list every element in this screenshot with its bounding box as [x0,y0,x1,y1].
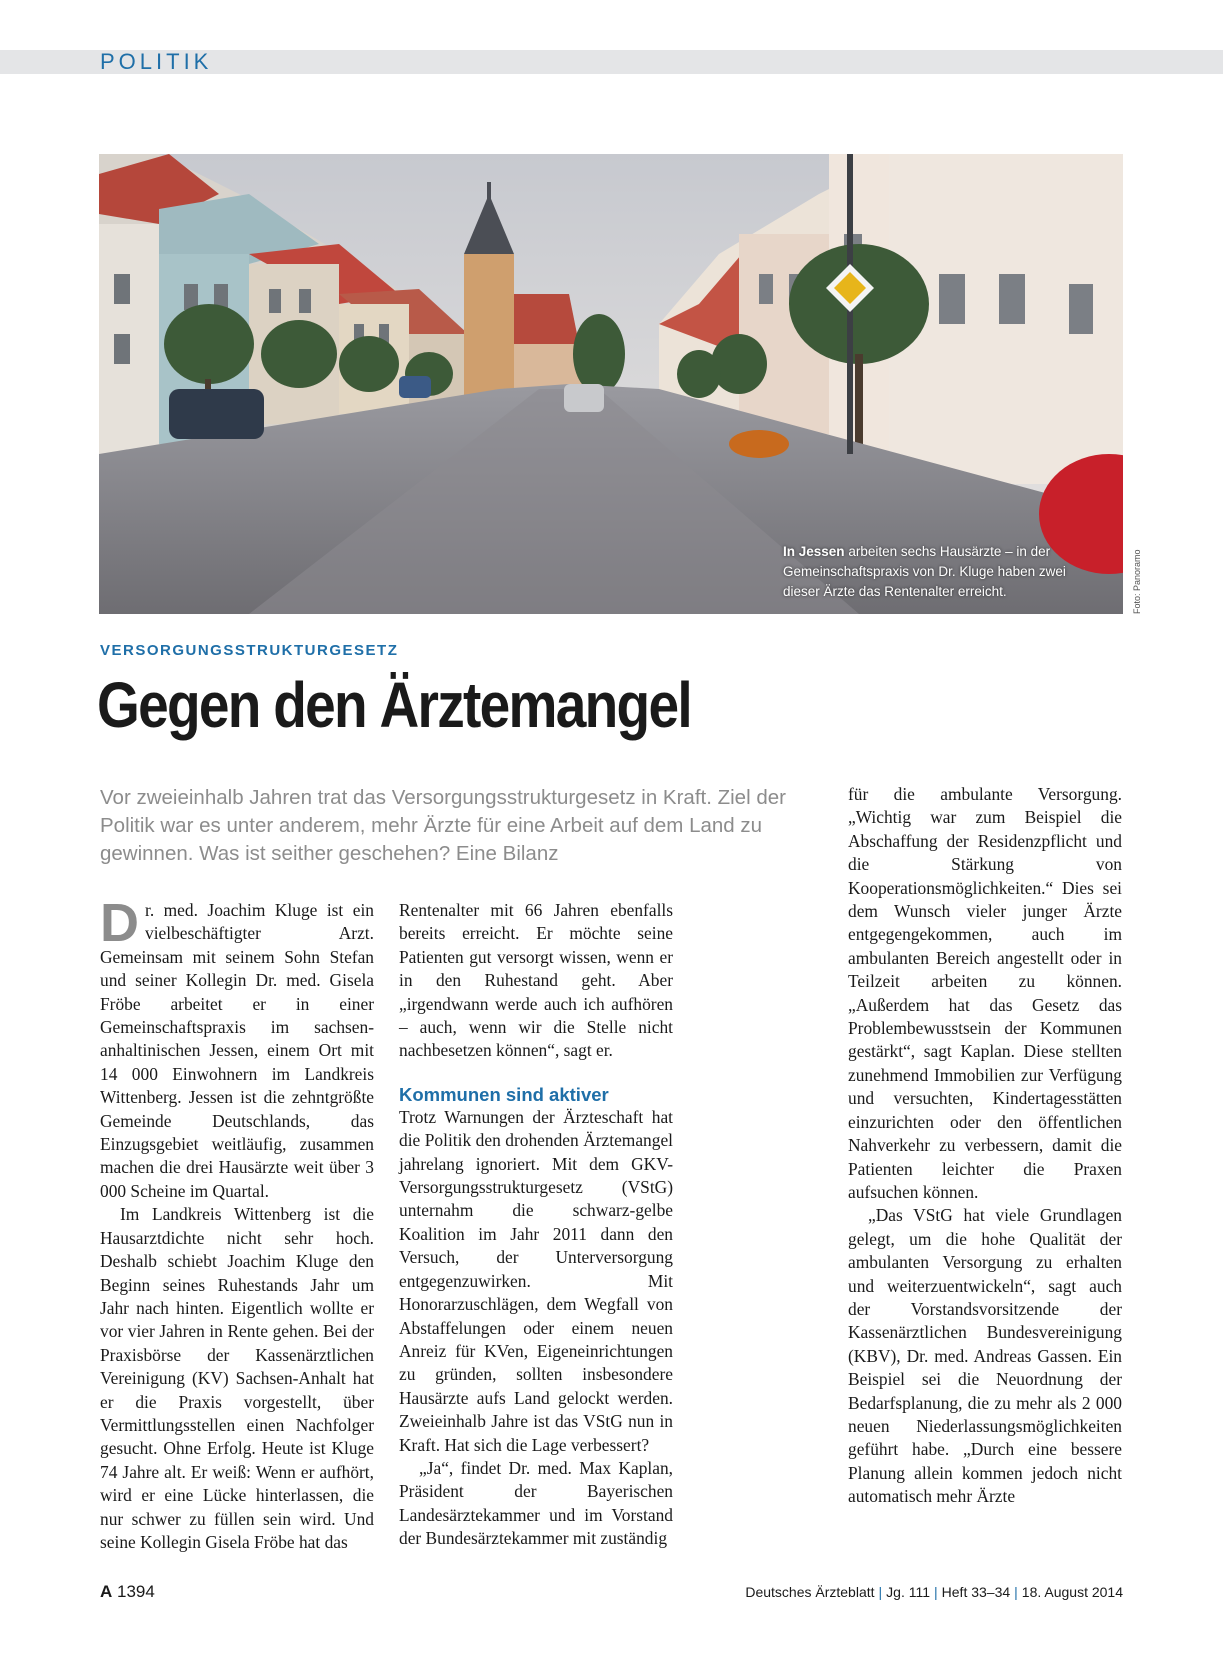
paragraph-3: Trotz Warnungen der Ärzteschaft hat die Politik den drohenden Ärztemangel jahrelang ignoriert. Mit dem GKV-Versorgungsstrukturgesetz (VStG) unternahm die schwarz-gelbe Koalition im Jahr 2011 dann den Versuch, der Unterversorgung entgegenzuwirken. Mit Honorarzuschlägen, dem Wegfall von Abstaffelungen oder einem neuen Anreiz für KVen, Eigeneinrichtungen zu gründen, sollten insbesondere Hausärzte aufs Land gelockt werden. Zweieinhalb Jahre ist das VStG nun in Kraft. Hat sich die Lage verbessert? [399,1106,673,1455]
issue-date: 18. August 2014 [1021,1584,1123,1600]
section-label: POLITIK [100,49,213,74]
issue: Heft 33–34 [941,1584,1011,1600]
page-number: A 1394 [100,1582,155,1601]
paragraph-2-continued: Rentenalter mit 66 Jahren ebenfalls bereits erreicht. Er möchte seine Patienten gut versorgt wissen, wenn er in den Ruhestand geht. Aber „irgendwann werde auch ich aufhören – auch, wenn wir die Stelle nicht nachbesetzen können“, sagt er. [399,900,673,1061]
photo-credit: Foto: Panoramo [1132,549,1142,614]
body-column-3 [848,783,1122,1509]
street-photo [99,154,1123,614]
paragraph-4: „Ja“, findet Dr. med. Max Kaplan, Präsident der Bayerischen Landesärztekammer und im Vorstand der Bundesärztekammer mit zuständig [399,1457,673,1549]
paragraph-4-continued: für die ambulante Versorgung. „Wichtig war zum Beispiel die Abschaffung der Residenzpflicht und die Stärkung von Kooperationsmöglichkeiten.“ Dies sei dem Wunsch vieler junger Ärzte entgegengekommen, auch im ambulanten Bereich angestellt oder in Teilzeit arbeiten zu können. „Außerdem hat das Gesetz das Problembewusstsein der Kommunen gestärkt“, sagt Kaplan. Diese stellten zunehmend Immobilien zur Verfügung und versuchten, Kindertagesstätten einzurichten oder den öffentlichen Nahverkehr zu verbessern, damit die Patienten leichter die Praxen aufsuchen können. [848,784,1122,1202]
paragraph-5: „Das VStG hat viele Grundlagen gelegt, um die hohe Qualität der ambulanten Versorgung zu erhalten und weiterzuentwickeln“, sagt auch der Vorstandsvorsitzende der Kassenärztlichen Bundesvereinigung (KBV), Dr. med. Andreas Gassen. Ein Beispiel sei die Neuordnung der Bedarfsplanung, die zu mehr als 2 000 neuen Niederlassungsmöglichkeiten geführt habe. „Durch eine bessere Planung allein kommen jedoch nicht automatisch mehr Ärzte [848,1205,1122,1507]
photo-caption [783,542,1083,602]
journal-name: Deutsches Ärzteblatt [745,1584,875,1600]
article-headline: Gegen den Ärztemangel [97,669,691,741]
drop-cap: D [100,893,139,953]
volume: Jg. 111 [886,1584,931,1600]
paragraph-2: Im Landkreis Wittenberg ist die Hausarztdichte nicht sehr hoch. Deshalb schiebt Joachim Kluge den Beginn seines Ruhestands Jahr um Jahr nach hinten. Eigentlich wollte er vor vier Jahren in Rente gehen. Bei der Praxisbörse der Kassenärztlichen Vereinigung (KV) Sachsen-Anhalt hat er die Praxis vorgestellt, über Vermittlungsstellen einen Nachfolger gesucht. Ohne Erfolg. Heute ist Kluge 74 Jahre alt. Er weiß: Wenn er aufhört, wird er eine Lücke hinterlassen, die nur schwer zu füllen sein wird. Und seine Kollegin Gisela Fröbe hat das [100,1204,374,1552]
subheading: Kommunen sind aktiver [399,1083,609,1105]
publication-footer: Deutsches Ärzteblatt | Jg. 111 | Heft 33–34 | 18. August 2014 [745,1584,1123,1600]
caption-text: arbeiten sechs Hausärzte – in der Gemeinschaftspraxis von Dr. Kluge haben zwei dieser Ärzte das Rentenalter erreicht. [783,544,1066,599]
body-column-1 [100,893,374,1554]
body-column-2 [399,899,673,1551]
caption-location: In Jessen [783,544,845,559]
paragraph-1: Dr. med. Joachim Kluge ist ein vielbeschäftigter Arzt. Gemeinsam mit seinem Sohn Stefan und seiner Kollegin Dr. med. Gisela Fröbe arbeitet er in einer Gemeinschaftspraxis im sachsen-anhaltinischen Jessen, einem Ort mit 14 000 Einwohnern im Landkreis Wittenberg. Jessen ist die zehntgrößte Gemeinde Deutschlands, das Einzugsgebiet weitläufig, zusammen machen die drei Hausärzte weit über 3 000 Scheine im Quartal. [100,893,374,1201]
article-kicker: VERSORGUNGSSTRUKTURGESETZ [100,642,399,659]
article-lead: Vor zweieinhalb Jahren trat das Versorgungsstrukturgesetz in Kraft. Ziel der Politik war es unter anderem, mehr Ärzte für eine Arbeit auf dem Land zu gewinnen. Was ist seither geschehen? Eine Bilanz [100,786,786,865]
